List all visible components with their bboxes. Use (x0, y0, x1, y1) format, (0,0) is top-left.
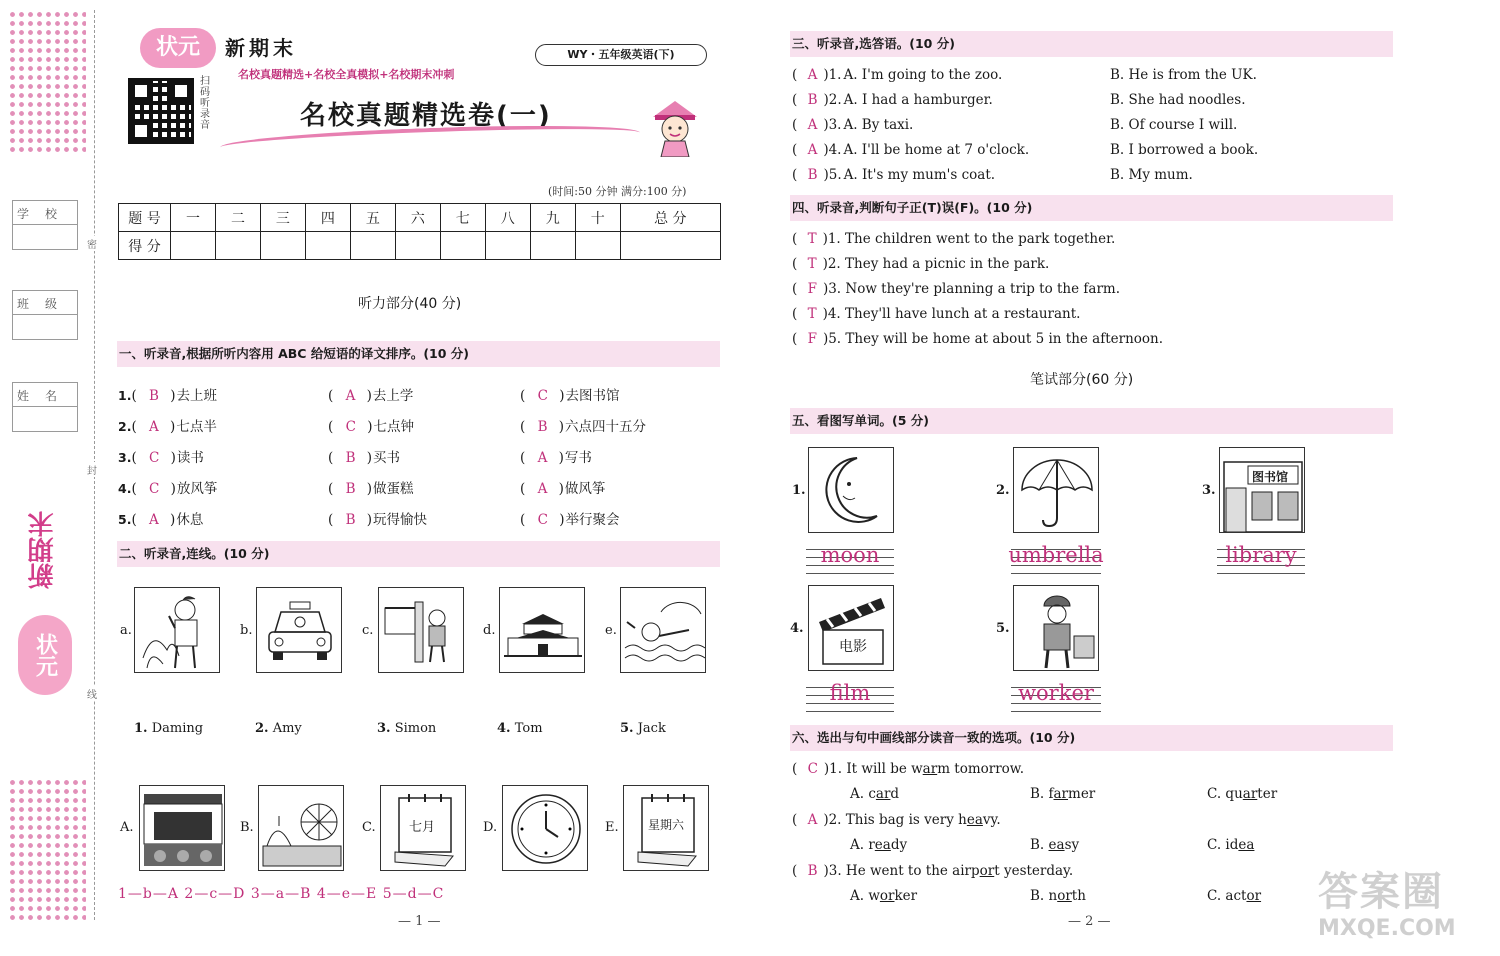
paren-open: ( (131, 481, 144, 497)
sentence-post: vy. (982, 812, 1001, 828)
answer-word-4: film (829, 681, 871, 705)
moon-icon (808, 447, 894, 533)
question-number: )1. (823, 67, 842, 83)
phrase-text: 玩得愉快 (373, 512, 428, 528)
name-text: Jack (637, 721, 666, 736)
phrase-text: 读书 (176, 450, 204, 466)
statement-text: )4. They'll have lunch at a restaurant. (822, 306, 1081, 322)
name-text: Simon (394, 721, 437, 736)
section-6-title: 六、选出与句中画线部分读音一致的选项。(10 分) (790, 725, 1393, 751)
score-input-cell[interactable] (215, 232, 260, 260)
option-b: B. He is from the UK. (1110, 67, 1257, 83)
score-input-cell[interactable] (575, 232, 620, 260)
score-cell: 二 (215, 204, 260, 232)
cut-mark-seal: 密 (87, 236, 97, 251)
sentence-pre: )1. It will be w (823, 761, 923, 777)
phrase-text: 七点钟 (373, 419, 414, 435)
ordering-item (328, 446, 400, 466)
option-post: ter (1257, 786, 1278, 802)
score-label-cell: 得 分 (119, 232, 171, 260)
phonics-option (850, 837, 907, 853)
answer-letter[interactable]: C (345, 419, 356, 435)
answer-letter[interactable]: A (807, 142, 818, 158)
phonics-option (1030, 837, 1079, 853)
question-number: )3. (823, 117, 842, 133)
clapperboard-text: 电影 (839, 639, 867, 655)
paren-open: ( (520, 419, 532, 435)
phonics-question (792, 863, 1073, 879)
sentence-underlined: ar (922, 761, 938, 777)
name-4 (497, 721, 543, 736)
score-cell: 总 分 (620, 204, 720, 232)
class-label: 班级 (13, 291, 77, 315)
choice-question (792, 92, 993, 108)
phonics-question (792, 761, 1024, 777)
section-1-title: 一、听录音,根据所听内容用 ABC 给短语的译文排序。(10 分) (117, 341, 720, 367)
ordering-item (118, 508, 203, 528)
answer-letter[interactable]: T (807, 231, 817, 247)
paren-open: ( (792, 92, 802, 108)
vertical-logo: 状元 (18, 615, 72, 695)
paren-open: ( (520, 388, 532, 404)
question-number: 5. (118, 512, 132, 527)
answer-letter[interactable]: B (807, 167, 818, 183)
pic-label-B: B. (240, 820, 254, 835)
paren-close: ) (164, 388, 177, 404)
phonics-option (1030, 786, 1095, 802)
paren-open: ( (328, 481, 340, 497)
phonics-option (1207, 786, 1277, 802)
paren-open: ( (328, 450, 340, 466)
name-num: 2. (255, 721, 269, 736)
paren-open: ( (328, 512, 340, 528)
answer-letter[interactable]: A (149, 512, 159, 528)
watermark-line2: MXQE.COM (1318, 916, 1456, 941)
page-number-2: — 2 — (1068, 914, 1111, 929)
paren-open: ( (131, 419, 144, 435)
phrase-text: 去图书馆 (565, 388, 620, 404)
choice-question (792, 67, 1002, 83)
watermark (1318, 868, 1498, 954)
phrase-text: 买书 (373, 450, 401, 466)
option-a: A. By taxi. (843, 117, 914, 133)
clapperboard-icon (808, 585, 894, 671)
paren-open: ( (792, 306, 802, 322)
umbrella-icon (1013, 447, 1099, 533)
pic-label-d: d. (483, 623, 496, 638)
option-underlined: ea (1238, 837, 1255, 853)
ordering-item (520, 415, 646, 435)
score-header-row (119, 204, 721, 232)
phonics-option (850, 888, 917, 904)
tagline: 名校真题精选+名校全真模拟+名校期末冲刺 (238, 68, 455, 81)
library-icon (1219, 447, 1305, 533)
section-4-title: 四、听录音,判断句子正(T)误(F)。(10 分) (790, 195, 1393, 221)
qr-code[interactable] (128, 78, 194, 144)
stage-icon (139, 785, 225, 871)
section-2-title: 二、听录音,连线。(10 分) (117, 541, 720, 567)
paren-open: ( (792, 256, 802, 272)
sentence-underlined: ea (966, 812, 983, 828)
question-number: 3. (118, 450, 132, 465)
answer-letter[interactable]: A (807, 117, 818, 133)
option-pre: C. qu (1207, 786, 1243, 802)
name-2 (255, 721, 302, 736)
watermark-line1: 答案圈 (1318, 869, 1444, 915)
answer-word-2: umbrella (1008, 543, 1104, 567)
question-number: )2. (823, 92, 842, 108)
paren-close: ) (553, 450, 565, 466)
paren-close: ) (553, 481, 565, 497)
name-text: Tom (514, 721, 543, 736)
phrase-text: 六点四十五分 (565, 419, 647, 435)
school-field[interactable] (12, 200, 78, 250)
paren-close: ) (164, 512, 177, 528)
name-num: 4. (497, 721, 511, 736)
true-false-question (792, 306, 1080, 322)
option-a: A. I'm going to the zoo. (843, 67, 1003, 83)
paren-open: ( (131, 450, 144, 466)
ordering-item (118, 446, 204, 466)
answer-letter[interactable]: F (807, 331, 817, 347)
paren-open: ( (792, 231, 802, 247)
brand-logo: 状元 (140, 28, 216, 68)
page-number-1: — 1 — (398, 914, 441, 929)
ordering-item (118, 415, 217, 435)
statement-text: )3. Now they're planning a trip to the farm. (822, 281, 1120, 297)
statement-text: )2. They had a picnic in the park. (822, 256, 1050, 272)
paren-open: ( (520, 512, 532, 528)
true-false-question (792, 281, 1120, 297)
paren-close: ) (361, 450, 374, 466)
word-num-2: 2. (996, 483, 1010, 498)
pic-label-e: e. (605, 623, 617, 638)
option-b: B. She had noodles. (1110, 92, 1246, 108)
sentence-post: t yesterday. (994, 863, 1074, 879)
option-pre: B. f (1030, 786, 1054, 802)
answer-letter[interactable]: B (807, 92, 818, 108)
calendar-text: 星期六 (648, 818, 685, 832)
matching-answer: 1—b—A 2—c—D 3—a—B 4—e—E 5—d—C (118, 886, 445, 902)
writing-part-title: 笔试部分(60 分) (1030, 372, 1134, 388)
answer-letter[interactable]: A (807, 67, 818, 83)
phonics-option (1207, 837, 1254, 853)
ordering-item (328, 508, 427, 528)
paren-open: ( (131, 388, 144, 404)
score-input-cell[interactable] (440, 232, 485, 260)
paren-close: ) (361, 419, 374, 435)
option-a: A. I had a hamburger. (843, 92, 993, 108)
worker-icon (1013, 585, 1099, 671)
listening-part-title: 听力部分(40 分) (358, 296, 462, 312)
score-input-cell[interactable] (530, 232, 575, 260)
library-sign-text: 图书馆 (1252, 470, 1289, 484)
score-cell: 十 (575, 204, 620, 232)
cut-mark-line: 线 (87, 686, 97, 701)
paren-close: ) (164, 419, 177, 435)
option-pre: C. act (1207, 888, 1247, 904)
option-post: mer (1068, 786, 1096, 802)
option-pre: A. c (850, 786, 876, 802)
section-5-title: 五、看图写单词。(5 分) (790, 408, 1393, 434)
paren-open: ( (792, 117, 802, 133)
score-input-cell[interactable] (350, 232, 395, 260)
question-number: 1. (118, 388, 132, 403)
option-pre: B. (1030, 837, 1049, 853)
phrase-text: 休息 (176, 512, 204, 528)
score-cell: 七 (440, 204, 485, 232)
question-number: )4. (823, 142, 842, 158)
pic-label-C: C. (362, 820, 376, 835)
grade-badge: WY・五年级英语(下) (535, 44, 707, 66)
paren-close: ) (361, 481, 374, 497)
score-cell: 八 (485, 204, 530, 232)
paren-open: ( (792, 167, 802, 183)
option-underlined: or (879, 888, 895, 904)
true-false-question (792, 331, 1163, 347)
answer-word-5: worker (1018, 681, 1094, 705)
paren-open: ( (792, 281, 802, 297)
score-cell: 九 (530, 204, 575, 232)
paren-open: ( (520, 481, 532, 497)
paren-close: ) (553, 512, 566, 528)
phrase-text: 放风筝 (176, 481, 218, 497)
score-cell: 三 (260, 204, 305, 232)
pic-label-E: E. (605, 820, 619, 835)
question-number: 2. (118, 419, 132, 434)
answer-letter[interactable]: A (345, 388, 356, 404)
answer-letter[interactable]: A (537, 481, 548, 497)
option-underlined: ar (875, 786, 891, 802)
answer-letter[interactable]: B (537, 419, 548, 435)
phrase-text: 写书 (564, 450, 592, 466)
qr-note: 扫码听录音 (200, 76, 210, 131)
phonics-question (792, 812, 1001, 828)
vertical-brand: 新期末 (28, 511, 58, 589)
answer-letter[interactable]: A (149, 419, 159, 435)
calendar-july-icon (380, 785, 466, 871)
paren-open: ( (328, 388, 340, 404)
page-title: 名校真题精选卷(一) (300, 101, 552, 131)
word-num-1: 1. (792, 483, 806, 498)
boy-at-school-gate-icon (378, 587, 464, 673)
ordering-item (118, 477, 217, 497)
option-b: B. I borrowed a book. (1110, 142, 1259, 158)
name-5 (620, 721, 666, 736)
section-3-title: 三、听录音,选答语。(10 分) (790, 31, 1393, 57)
sentence-post: m tomorrow. (937, 761, 1025, 777)
pic-label-A: A. (120, 820, 134, 835)
answer-letter[interactable]: B (345, 512, 356, 528)
answer-word-3: library (1225, 543, 1297, 567)
option-post: sy (1064, 837, 1080, 853)
option-underlined: or (1057, 888, 1072, 904)
paren-close: ) (553, 419, 566, 435)
pic-label-D: D. (483, 820, 498, 835)
choice-question (792, 142, 1029, 158)
name-num: 1. (134, 721, 148, 736)
option-pre: A. r (850, 837, 875, 853)
phonics-option (1030, 888, 1086, 904)
paren-close: ) (361, 512, 374, 528)
option-post: ker (894, 888, 918, 904)
sentence-pre: )3. He went to the airp (823, 863, 980, 879)
ordering-item (520, 508, 619, 528)
option-underlined: ea (874, 837, 891, 853)
name-1 (134, 721, 203, 736)
option-pre: B. n (1030, 888, 1058, 904)
score-cell: 五 (350, 204, 395, 232)
paren-open: ( (131, 512, 144, 528)
answer-letter[interactable]: B (345, 481, 356, 497)
option-post: d (890, 786, 900, 802)
taxi-icon (256, 587, 342, 673)
question-number: )5. (823, 167, 842, 183)
score-input-cell[interactable] (260, 232, 305, 260)
answer-letter[interactable]: C (807, 761, 818, 777)
brand-name: 新期末 (225, 36, 297, 60)
clock-icon (502, 785, 588, 871)
choice-question (792, 117, 913, 133)
option-post: dy (890, 837, 908, 853)
time-note: (时间:50 分钟 满分:100 分) (548, 185, 687, 198)
mascot-icon (645, 95, 705, 157)
phrase-text: 做蛋糕 (373, 481, 414, 497)
option-pre: C. id (1207, 837, 1239, 853)
answer-letter[interactable]: F (807, 281, 817, 297)
phrase-text: 去上班 (176, 388, 217, 404)
answer-word-1: moon (820, 543, 880, 567)
answer-letter[interactable]: C (537, 388, 548, 404)
answer-letter[interactable]: T (807, 256, 817, 272)
answer-letter[interactable]: C (149, 450, 160, 466)
score-input-cell[interactable] (395, 232, 440, 260)
swimming-boy-icon (620, 587, 706, 673)
class-field[interactable] (12, 290, 78, 340)
answer-letter[interactable]: C (537, 512, 548, 528)
pic-label-b: b. (240, 623, 253, 638)
name-text: Amy (272, 721, 302, 736)
question-number: 4. (118, 481, 132, 496)
paren-close: ) (165, 450, 177, 466)
paren-open: ( (520, 450, 532, 466)
statement-text: )1. The children went to the park together. (822, 231, 1116, 247)
ordering-item (328, 477, 414, 497)
tiananmen-icon (499, 587, 585, 673)
score-input-cell[interactable] (620, 232, 720, 260)
answer-letter[interactable]: C (149, 481, 160, 497)
choice-question (792, 167, 995, 183)
paren-close: ) (165, 481, 177, 497)
name-field[interactable] (12, 382, 78, 432)
phonics-option (1207, 888, 1261, 904)
sentence-pre: )2. This bag is very h (823, 812, 967, 828)
calendar-text: 七月 (409, 820, 436, 835)
paren-open: ( (792, 761, 802, 777)
answer-letter[interactable]: B (345, 450, 356, 466)
decorative-dot-grid-top (8, 10, 86, 155)
score-table (118, 203, 721, 260)
score-cell: 六 (395, 204, 440, 232)
paren-open: ( (792, 67, 802, 83)
sneezing-boy-icon (134, 587, 220, 673)
paren-open: ( (792, 142, 802, 158)
paren-open: ( (328, 419, 340, 435)
ordering-item (328, 415, 414, 435)
name-3 (377, 721, 436, 736)
option-underlined: ar (1053, 786, 1069, 802)
word-num-5: 5. (996, 621, 1010, 636)
phonics-option (850, 786, 899, 802)
phrase-text: 七点半 (176, 419, 217, 435)
ordering-item (520, 384, 619, 404)
option-a: A. It's my mum's coat. (843, 167, 996, 183)
pic-label-a: a. (120, 623, 132, 638)
paren-open: ( (792, 863, 802, 879)
option-b: B. My mum. (1110, 167, 1193, 183)
option-underlined: ar (1242, 786, 1258, 802)
score-value-row (119, 232, 721, 260)
phrase-text: 去上学 (372, 388, 414, 404)
cut-mark-closed: 封 (87, 462, 97, 477)
option-underlined: or (1246, 888, 1262, 904)
option-a: A. I'll be home at 7 o'clock. (843, 142, 1030, 158)
answer-letter[interactable]: A (537, 450, 548, 466)
sentence-underlined: or (979, 863, 995, 879)
name-label: 姓名 (13, 383, 77, 407)
calendar-saturday-icon (623, 785, 709, 871)
option-underlined: ea (1048, 837, 1065, 853)
decorative-dot-grid-bottom (8, 778, 86, 920)
amusement-park-icon (258, 785, 344, 871)
ordering-item (520, 477, 605, 497)
answer-letter[interactable]: T (807, 306, 817, 322)
answer-letter[interactable]: B (149, 388, 159, 404)
option-pre: A. w (850, 888, 880, 904)
true-false-question (792, 231, 1115, 247)
score-cell: 题 号 (119, 204, 171, 232)
name-text: Daming (151, 721, 204, 736)
score-input-cell[interactable] (485, 232, 530, 260)
option-b: B. Of course I will. (1110, 117, 1238, 133)
score-input-cell[interactable] (171, 232, 216, 260)
option-post: th (1071, 888, 1086, 904)
pic-label-c: c. (362, 623, 374, 638)
paren-open: ( (792, 331, 802, 347)
phrase-text: 举行聚会 (565, 512, 620, 528)
school-label: 学校 (13, 201, 77, 225)
true-false-question (792, 256, 1049, 272)
paren-close: ) (361, 388, 373, 404)
word-num-4: 4. (790, 621, 804, 636)
ordering-item (328, 384, 413, 404)
score-cell: 一 (171, 204, 216, 232)
answer-letter[interactable]: B (807, 863, 818, 879)
name-num: 5. (620, 721, 634, 736)
name-num: 3. (377, 721, 391, 736)
score-cell: 四 (305, 204, 350, 232)
word-num-3: 3. (1202, 483, 1216, 498)
statement-text: )5. They will be home at about 5 in the afternoon. (822, 331, 1164, 347)
ordering-item (118, 384, 217, 404)
paren-open: ( (792, 812, 802, 828)
ordering-item (520, 446, 592, 466)
score-input-cell[interactable] (305, 232, 350, 260)
phrase-text: 做风筝 (564, 481, 606, 497)
paren-close: ) (553, 388, 566, 404)
answer-letter[interactable]: A (807, 812, 818, 828)
